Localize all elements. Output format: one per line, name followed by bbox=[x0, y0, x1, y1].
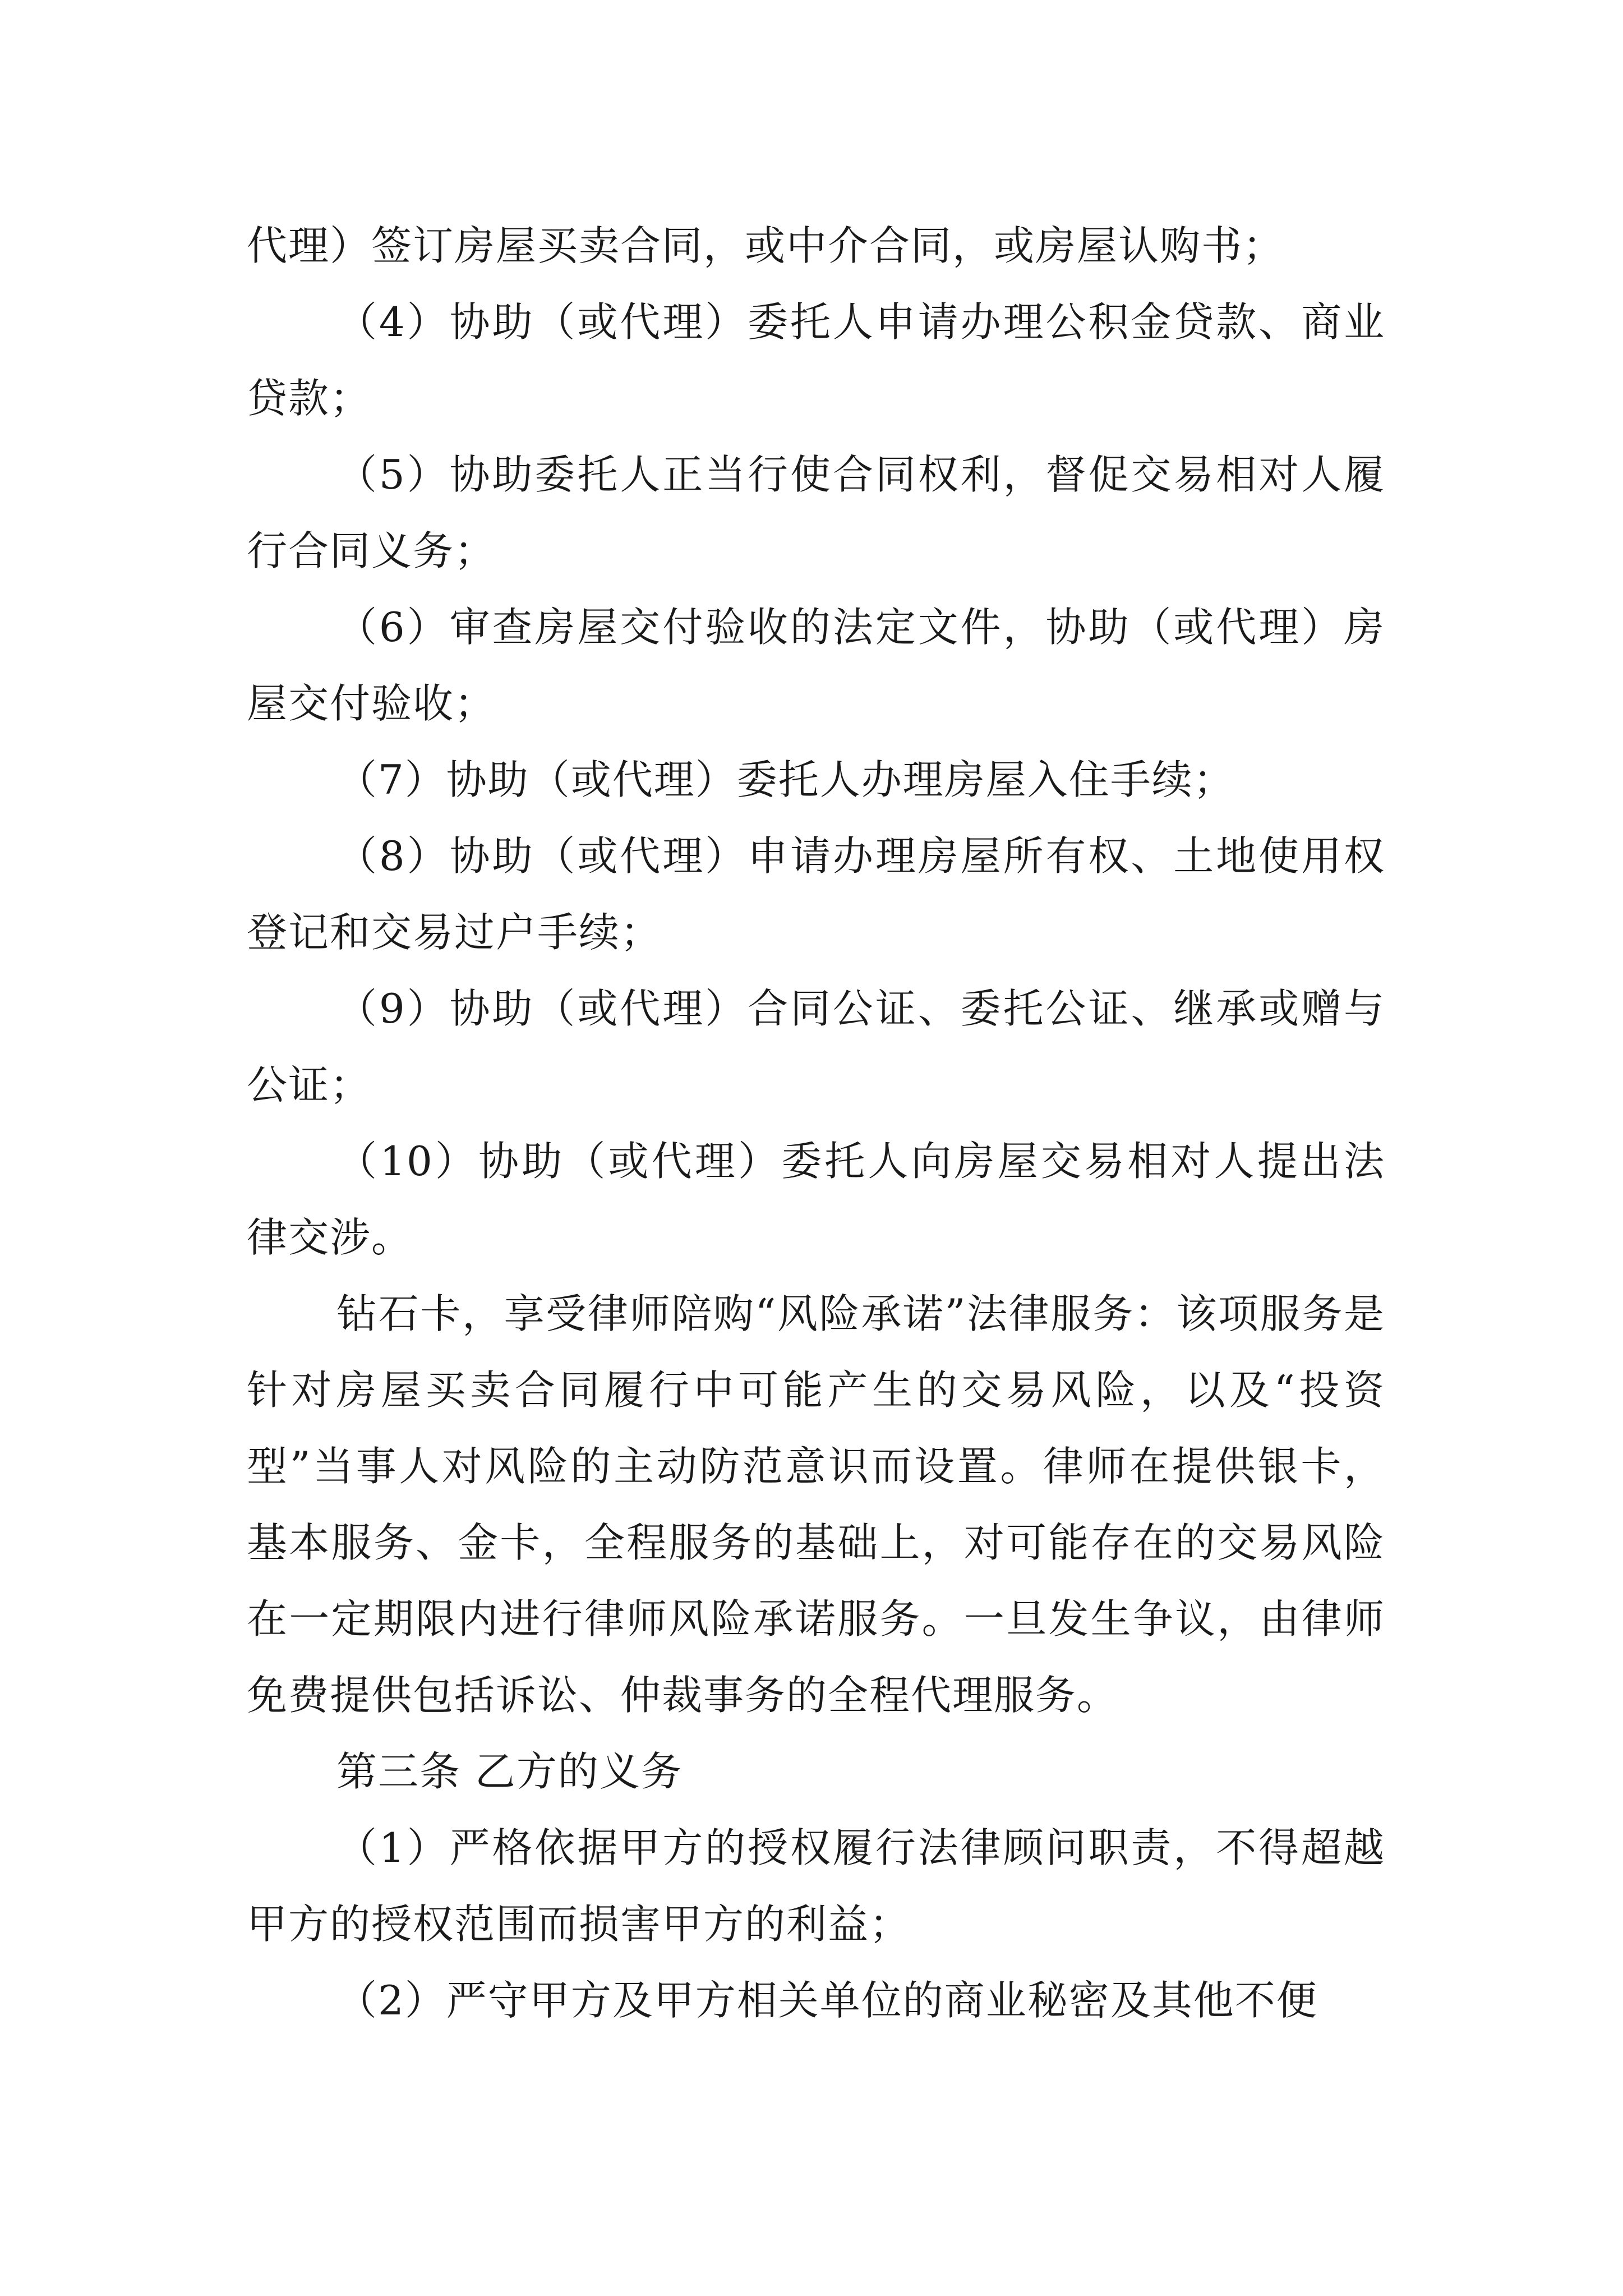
paragraph-obligation-2: （2）严守甲方及甲方相关单位的商业秘密及其他不便 bbox=[336, 1977, 1318, 2024]
paragraph-diamond-card: 钻石卡，享受律师陪购“风险承诺”法律服务：该项服务是针对房屋买卖合同履行中可能产生的交易风险，以及“投资型”当事人对风险的主动防范意识而设置。律师在提供银卡，基本服务、金卡，全程服务的基础上，对可能存在的交易风险在一定期限内进行律师风险承诺服务。一旦发生争议，由律师免费提供包括诉讼、仲裁事务的全程代理服务。 bbox=[247, 1290, 1385, 1719]
paragraph-continuation: 代理）签订房屋买卖合同，或中介合同，或房屋认购书； bbox=[247, 222, 1285, 269]
paragraph-item-4: （4）协助（或代理）委托人申请办理公积金贷款、商业贷款； bbox=[247, 298, 1385, 422]
paragraph-item-7: （7）协助（或代理）委托人办理房屋入住手续； bbox=[336, 756, 1235, 803]
paragraph-item-8: （8）协助（或代理）申请办理房屋所有权、土地使用权登记和交易过户手续； bbox=[247, 832, 1385, 956]
paragraph-item-6: （6）审查房屋交付验收的法定文件，协助（或代理）房屋交付验收； bbox=[247, 604, 1385, 727]
paragraph-item-5: （5）协助委托人正当行使合同权利，督促交易相对人履行合同义务； bbox=[247, 451, 1385, 574]
paragraph-item-10: （10）协助（或代理）委托人向房屋交易相对人提出法律交涉。 bbox=[247, 1138, 1385, 1261]
document-body bbox=[247, 208, 1385, 2039]
section-heading-article-3: 第三条 乙方的义务 bbox=[336, 1748, 683, 1795]
paragraph-item-9: （9）协助（或代理）合同公证、委托公证、继承或赠与公证； bbox=[247, 985, 1385, 1108]
paragraph-obligation-1: （1）严格依据甲方的授权履行法律顾问职责，不得超越甲方的授权范围而损害甲方的利益； bbox=[247, 1824, 1385, 1948]
